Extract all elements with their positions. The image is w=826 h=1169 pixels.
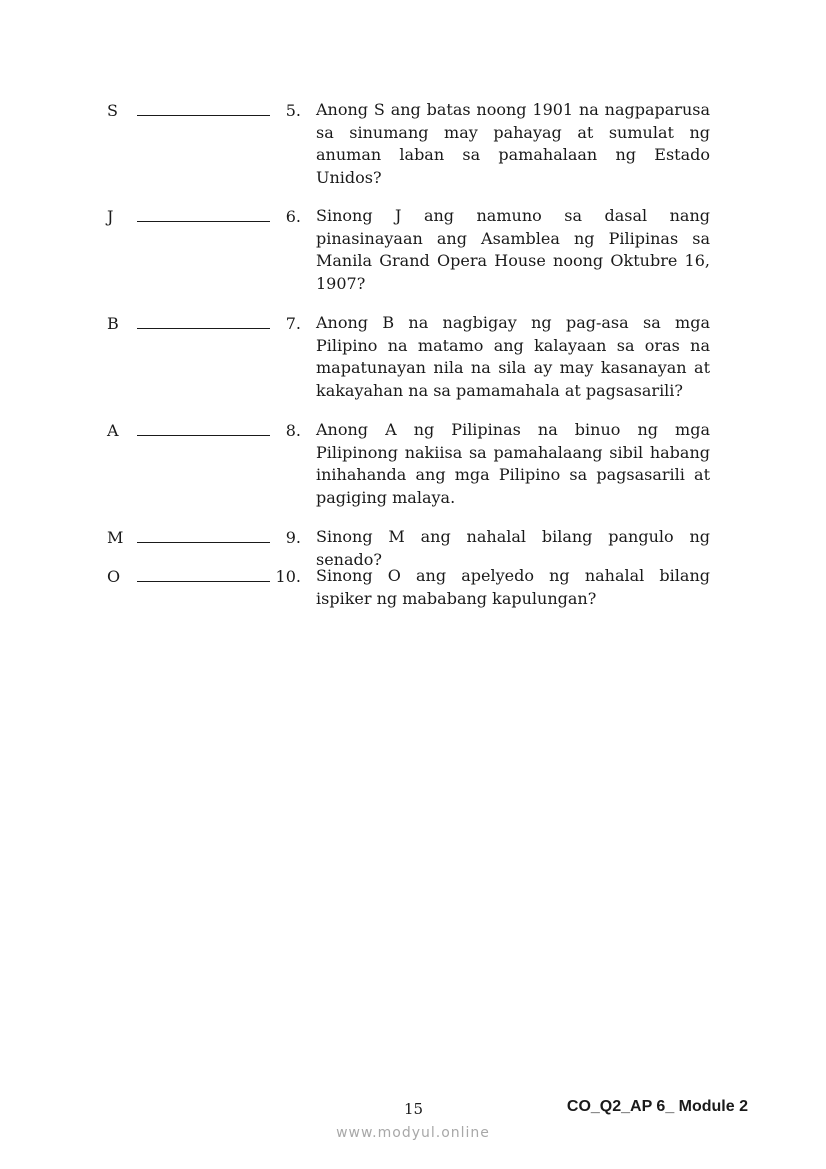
answer-blank	[137, 542, 270, 543]
answer-blank	[137, 221, 270, 222]
answer-letter: S	[107, 101, 118, 120]
module-code: CO_Q2_AP 6_ Module 2	[566, 1098, 748, 1115]
question-number: 7.	[285, 314, 301, 333]
question-text: Sinong O ang apelyedo ng nahalal bilang ispiker ng mababang kapulungan?	[316, 566, 710, 608]
question-text: Anong S ang batas noong 1901 na nagpaparusa sa sinumang may pahayag at sumulat ng anuman laban sa pamahalaan ng Estado Unidos?	[316, 100, 710, 187]
answer-blank	[137, 435, 270, 436]
answer-blank	[137, 581, 270, 582]
question-number: 8.	[285, 421, 301, 440]
question-number: 10.	[275, 567, 301, 586]
question-text: Sinong J ang namuno sa dasal nang pinasinayaan ang Asamblea ng Pilipinas sa Manila Grand Opera House noong Oktubre 16, 1907?	[316, 206, 710, 293]
answer-letter: B	[107, 314, 119, 333]
question-text: Anong B na nagbigay ng pag-asa sa mga Pilipino na matamo ang kalayaan sa oras na mapatunayan nila na sila ay may kasanayan at kakayahan na sa pamamahala at pagsasarili?	[316, 313, 710, 400]
answer-letter: M	[107, 528, 124, 547]
question-number: 6.	[285, 207, 301, 226]
answer-blank	[137, 328, 270, 329]
page-number: 15	[404, 1100, 424, 1118]
answer-blank	[137, 115, 270, 116]
question-number: 5.	[285, 101, 301, 120]
answer-letter: A	[107, 421, 119, 440]
answer-letter: J	[107, 207, 114, 226]
question-number: 9.	[285, 528, 301, 547]
question-text: Anong A ng Pilipinas na binuo ng mga Pilipinong nakiisa sa pamahalaang sibil habang inihahanda ang mga Pilipino sa pagsasarili at pagiging malaya.	[316, 420, 710, 507]
question-text: Sinong M ang nahalal bilang pangulo ng senado?	[316, 527, 710, 569]
answer-letter: O	[107, 567, 121, 586]
watermark: www.modyul.online	[336, 1125, 490, 1141]
